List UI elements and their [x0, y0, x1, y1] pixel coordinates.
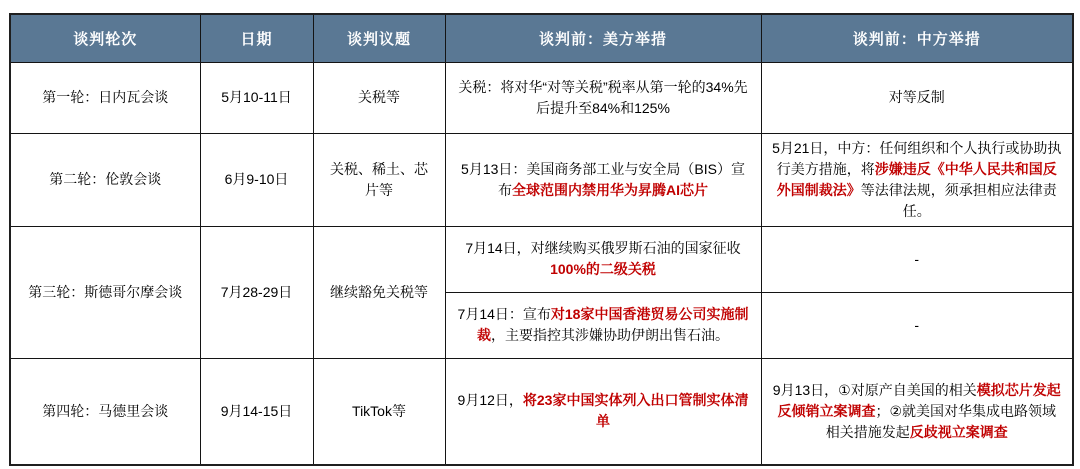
cn-measures-cell — [761, 292, 1073, 358]
highlighted-text-segment: 模拟芯片发起反倾销立案调查 — [777, 381, 1061, 419]
highlighted-text-segment: 100%的二级关税 — [550, 261, 656, 277]
us-measures-cell — [445, 133, 761, 226]
topic-cell: 关税等 — [313, 62, 445, 133]
text-segment: 对等反制 — [888, 89, 945, 105]
us-measures-cell — [445, 226, 761, 292]
text-segment: 5月13日：美国商务部工业与安全局（BIS）宣布 — [461, 160, 745, 198]
text-segment: ；②就美国对华集成电路领域相关措施发起 — [825, 402, 1057, 440]
round-cell: 第三轮：斯德哥尔摩会谈 — [10, 226, 200, 358]
highlighted-text-segment: 全球范围内禁用华为昇腾AI芯片 — [512, 181, 708, 198]
table-body — [10, 62, 1073, 465]
table-header — [10, 14, 1073, 62]
us-measures-cell — [445, 62, 761, 133]
text-segment: 7月14日：宣布 — [457, 306, 551, 322]
text-segment: ，主要指控其涉嫌协助伊朗出售石油。 — [491, 327, 729, 343]
topic-cell: 关税、稀土、芯片等 — [313, 133, 445, 226]
negotiation-rounds-table — [9, 13, 1074, 466]
table-row — [10, 133, 1073, 226]
text-segment: 9月12日， — [457, 392, 523, 409]
text-segment: - — [914, 316, 920, 333]
column-header-4: 谈判前：中方举措 — [761, 14, 1073, 62]
text-segment: - — [914, 250, 920, 267]
round-cell: 第一轮：日内瓦会谈 — [10, 62, 200, 133]
cn-measures-cell — [761, 133, 1073, 226]
cn-measures-cell — [761, 226, 1073, 292]
highlighted-text-segment: 反歧视立案调查 — [909, 423, 1008, 440]
date-cell: 6月9-10日 — [200, 133, 313, 226]
text-segment: 等法律法规，须承担相应法律责任。 — [860, 181, 1057, 219]
table-row — [10, 358, 1073, 465]
us-measures-cell — [445, 292, 761, 358]
date-cell: 7月28-29日 — [200, 226, 313, 358]
column-header-2: 谈判议题 — [313, 14, 445, 62]
topic-cell: TikTok等 — [313, 358, 445, 465]
text-segment: 5月21日，中方：任何组织和个人执行或协助执行美方措施，将 — [772, 139, 1062, 177]
cn-measures-cell — [761, 358, 1073, 465]
us-measures-cell — [445, 358, 761, 465]
highlighted-text-segment: 将23家中国实体列入出口管制实体清单 — [522, 392, 749, 430]
highlighted-text-segment: 对18家中国香港贸易公司实施制裁 — [477, 306, 749, 343]
column-header-0: 谈判轮次 — [10, 14, 200, 62]
cn-measures-cell — [761, 62, 1073, 133]
round-cell: 第四轮：马德里会谈 — [10, 358, 200, 465]
highlighted-text-segment: 涉嫌违反《中华人民共和国反外国制裁法》 — [776, 160, 1057, 198]
text-segment: 关税：将对华“对等关税”税率从第一轮的34%先后提升至84%和125% — [458, 78, 748, 116]
round-cell: 第二轮：伦敦会谈 — [10, 133, 200, 226]
table-row — [10, 62, 1073, 133]
column-header-3: 谈判前：美方举措 — [445, 14, 761, 62]
header-row — [10, 14, 1073, 62]
text-segment: 9月13日，①对原产自美国的相关 — [772, 381, 977, 398]
table-row — [10, 226, 1073, 292]
date-cell: 9月14-15日 — [200, 358, 313, 465]
topic-cell: 继续豁免关税等 — [313, 226, 445, 358]
text-segment: 7月14日，对继续购买俄罗斯石油的国家征收 — [465, 240, 741, 256]
date-cell: 5月10-11日 — [200, 62, 313, 133]
column-header-1: 日期 — [200, 14, 313, 62]
